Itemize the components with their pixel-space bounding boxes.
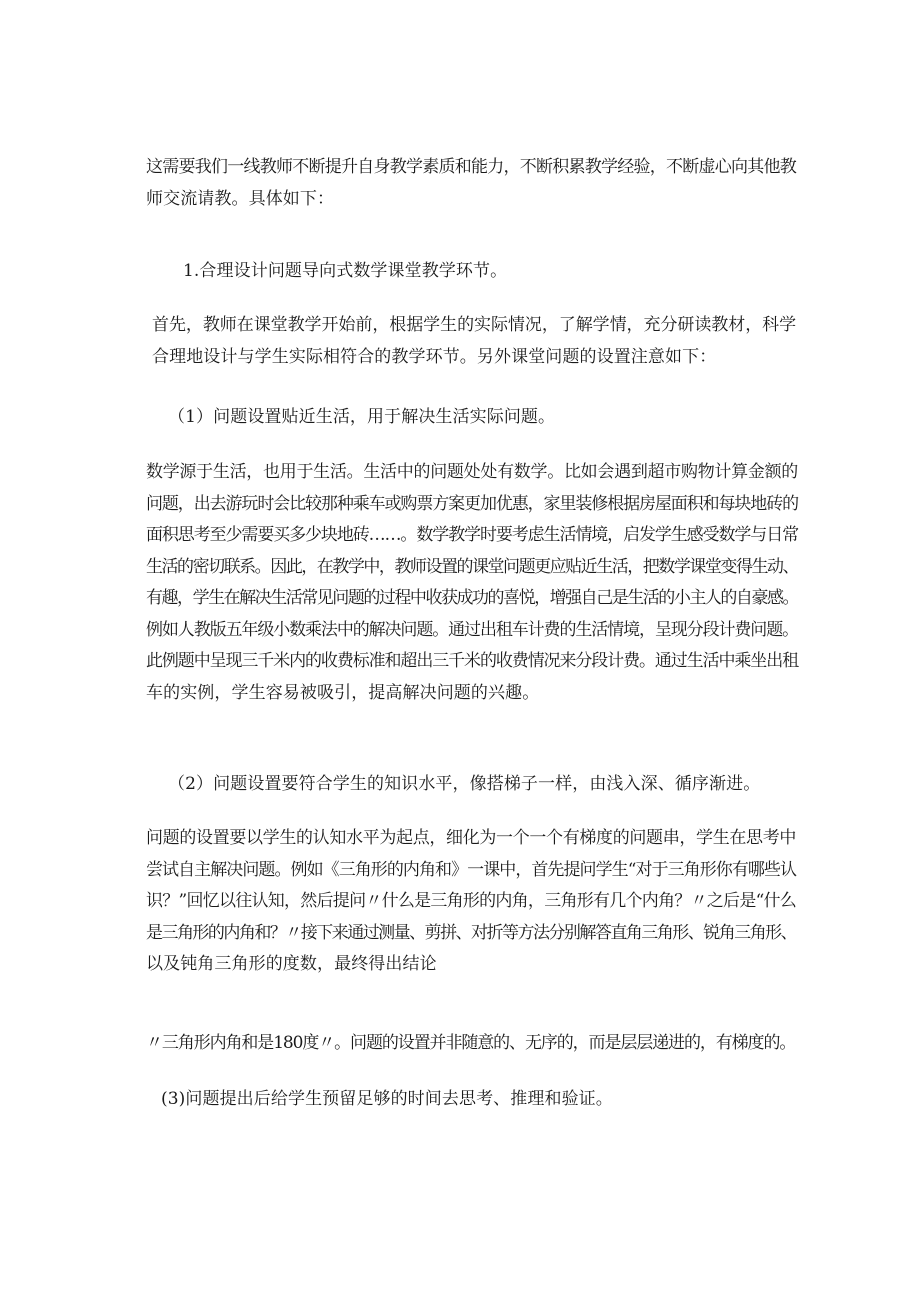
text-line: 师交流请教。具体如下：	[146, 188, 335, 209]
paragraph-life	[146, 457, 798, 709]
sub-item-3	[161, 1084, 681, 1116]
text-line: (3)问题提出后给学生预留足够的时间去思考、推理和验证。	[161, 1089, 613, 1109]
text-line: 问题的设置要以学生的认知水平为起点，细化为一个一个有梯度的问题串，学生在思考中	[146, 828, 796, 848]
text-line: 〃三角形内角和是180度〃。问题的设置并非随意的、无序的，而是层层递进的，有梯度的。	[146, 1033, 796, 1053]
text-line: 首先，教师在课堂教学开始前，根据学生的实际情况，了解学情，充分研读教材，科学	[152, 315, 796, 335]
text-line: （2）问题设置要符合学生的知识水平，像搭梯子一样，由浅入深、循序渐进。	[168, 774, 761, 794]
text-line: 1.合理设计问题导向式数学课堂教学环节。	[183, 261, 508, 281]
paragraph-intro	[146, 152, 796, 215]
sub-item-2	[168, 769, 788, 801]
text-line: 是三角形的内角和？〃接下来通过测量、剪拼、对折等方法分别解答直角三角形、锐角三角形、	[146, 922, 796, 943]
text-line: 例如人教版五年级小数乘法中的解决问题。通过出租车计费的生活情境，呈现分段计费问题。	[146, 619, 798, 640]
text-line: 面积思考至少需要买多少块地砖……。数学教学时要考虑生活情境，启发学生感受数学与日常	[146, 525, 798, 545]
text-line: （1）问题设置贴近生活，用于解决生活实际问题。	[168, 407, 556, 427]
text-line: 数学源于生活，也用于生活。生活中的问题处处有数学。比如会遇到超市购物计算金额的	[146, 462, 798, 482]
text-line: 生活的密切联系。因此，在教学中，教师设置的课堂问题更应贴近生活，把数学课堂变得生动、	[146, 556, 798, 577]
paragraph-conclusion	[146, 1028, 798, 1060]
text-line: 问题，出去游玩时会比较那种乘车或购票方案更加优惠，家里装修根据房屋面积和每块地砖的	[146, 493, 798, 514]
text-line: 合理地设计与学生实际相符合的教学环节。另外课堂问题的设置注意如下：	[152, 346, 717, 367]
text-line: 此例题中呈现三千米内的收费标准和超出三千米的收费情况来分段计费。通过生活中乘坐出租	[146, 651, 798, 671]
section-heading-1	[183, 256, 683, 288]
text-line: 车的实例，学生容易被吸引，提高解决问题的兴趣。	[146, 682, 540, 703]
paragraph-ladder	[146, 823, 796, 981]
text-line: 尝试自主解决问题。例如《三角形的内角和》一课中，首先提问学生“对于三角形你有哪些认	[146, 859, 796, 880]
paragraph-first	[152, 310, 796, 373]
sub-item-1	[168, 402, 688, 434]
text-line: 以及钝角三角形的度数，最终得出结论	[146, 954, 437, 974]
text-line: 有趣，学生在解决生活常见问题的过程中收获成功的喜悦，增强自己是生活的小主人的自豪感。	[146, 588, 798, 608]
text-line: 识？”回忆以往认知，然后提问〃什么是三角形的内角，三角形有几个内角？〃之后是“什么	[146, 891, 796, 911]
text-line: 这需要我们一线教师不断提升自身教学素质和能力，不断积累教学经验，不断虚心向其他教	[146, 157, 796, 177]
